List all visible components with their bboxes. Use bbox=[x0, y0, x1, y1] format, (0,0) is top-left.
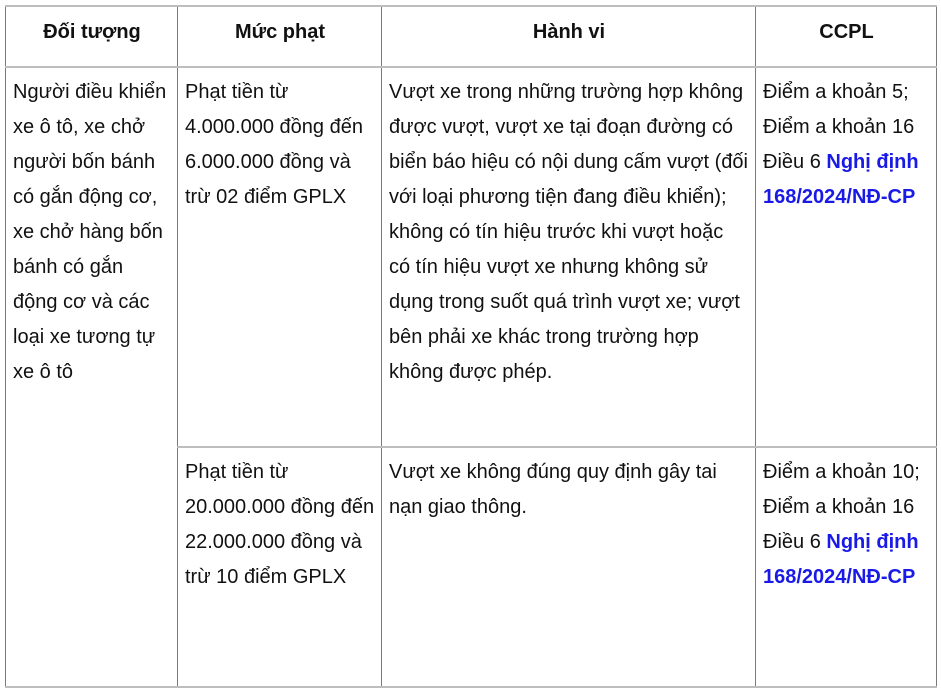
table-header-row bbox=[6, 6, 937, 67]
decree-link[interactable]: Nghị định 168/2024/NĐ-CP bbox=[763, 531, 919, 588]
header-legal-basis: CCPL bbox=[756, 6, 937, 67]
legal-basis-text: Điểm a khoản 5; Điểm a khoản 16 Điều 6 bbox=[763, 81, 915, 173]
header-behavior: Hành vi bbox=[382, 6, 756, 67]
decree-link[interactable]: Nghị định 168/2024/NĐ-CP bbox=[763, 151, 919, 208]
legal-basis-text: Điểm a khoản 10; Điểm a khoản 16 Điều 6 bbox=[763, 461, 920, 553]
subject-cell: Người điều khiển xe ô tô, xe chở người bốn bánh có gắn động cơ, xe chở hàng bốn bánh có gắn động cơ và các loại xe tương tự xe ô tô bbox=[6, 67, 178, 687]
penalty-cell: Phạt tiền từ 20.000.000 đồng đến 22.000.000 đồng và trừ 10 điểm GPLX bbox=[178, 447, 382, 687]
table-row bbox=[6, 67, 937, 447]
behavior-cell: Vượt xe không đúng quy định gây tai nạn giao thông. bbox=[382, 447, 756, 687]
document-container bbox=[5, 5, 937, 688]
penalty-table bbox=[5, 5, 937, 688]
legal-basis-cell bbox=[756, 67, 937, 447]
header-subject: Đối tượng bbox=[6, 6, 178, 67]
penalty-cell: Phạt tiền từ 4.000.000 đồng đến 6.000.000 đồng và trừ 02 điểm GPLX bbox=[178, 67, 382, 447]
header-penalty: Mức phạt bbox=[178, 6, 382, 67]
legal-basis-cell bbox=[756, 447, 937, 687]
behavior-cell: Vượt xe trong những trường hợp không được vượt, vượt xe tại đoạn đường có biển báo hiệu có nội dung cấm vượt (đối với loại phương tiện đang điều khiển); không có tín hiệu trước khi vượt hoặc có tín hiệu vượt xe nhưng không sử dụng trong suốt quá trình vượt xe; vượt bên phải xe khác trong trường hợp không được phép. bbox=[382, 67, 756, 447]
